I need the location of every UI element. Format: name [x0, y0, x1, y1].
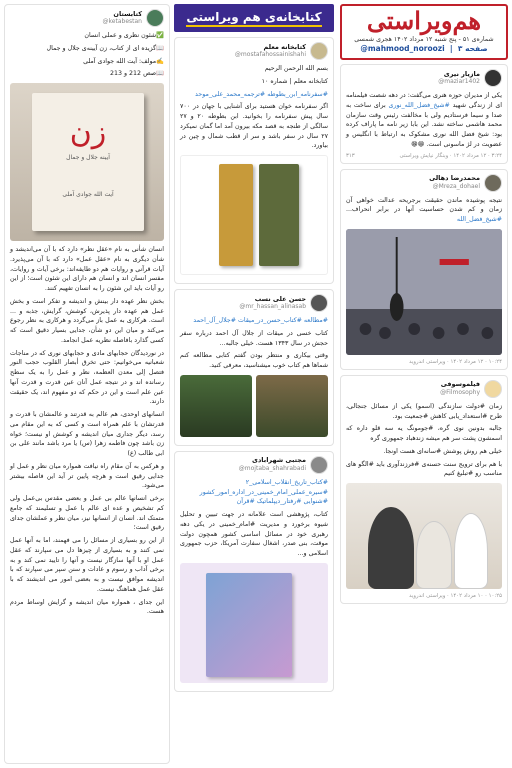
post-text: #مطالعه #کتاب_حسن_در_میقات #جلال_آل_احمد کتاب خسی در میقات از جلال آل احمد درباره سفر حجش در سال ۱۳۴۳ هست. خیلی جالبه... وقتی بیکاری و منتظر بودن گفتم کتابی مطالعه کنم شماها هم کتاب خوب میشناسید، معرفی کنید.	[180, 317, 328, 369]
hashtag[interactable]: #سفرنامه_ابن_بطوطه #ترجمه_محمد_علی_موحد	[195, 90, 328, 98]
post-meta: ۳:۲۴ · ۱۲ مرداد ۱۴۰۲ · وبنگار نیایش ویراستی ۳۱۳	[346, 152, 502, 159]
left-column	[4, 4, 170, 764]
book-cover-image[interactable]	[10, 83, 164, 241]
book-subtitle: آیینه جلال و جمال	[66, 154, 110, 161]
post-text: زمان #دولت سازندگی (اسمو) یکی از مسائل جنجالی، طرح #استعداد_یابی کاهش #جمعیت بود. جالبه بدونین نوی گره، #جومونگ یه سه قلو داره که اسمشون پشت سر هم میشه زندهباد جمهوری گره خیلی هم روش پوشش #سانه‌ای هست اونجا. با هم برای ترویج سنت حسنه‌ی #فرزندآوری باید #الگو های مناسب رو #تبلیغ کنیم	[346, 402, 502, 478]
author-handle[interactable]: @Mreza_dohael	[432, 182, 480, 190]
historical-photo[interactable]	[346, 229, 502, 355]
post-card	[4, 4, 170, 764]
avatar[interactable]	[484, 174, 502, 192]
avatar[interactable]	[310, 42, 328, 60]
avatar[interactable]	[146, 9, 164, 27]
author-name[interactable]: مجتبی شهرابادی	[252, 456, 306, 465]
post-card	[340, 169, 508, 370]
author-name[interactable]: کتابخانه معلم	[263, 42, 306, 51]
avatar[interactable]	[484, 69, 502, 87]
post-card	[174, 289, 334, 446]
author-handle[interactable]: @mr_hassan_alinasab	[239, 303, 306, 311]
author-name[interactable]: حسن علی نسب	[254, 294, 306, 303]
book-author: آیت الله جوادی آملی	[62, 191, 114, 198]
avatar[interactable]	[484, 380, 502, 398]
section-banner: کتابخانه‌ی هم ویراستی	[174, 4, 334, 32]
post-meta: ۱۰:۲۴ · ۱۲ مرداد ۱۴۰۲ · ویراستی اندروید	[409, 358, 502, 365]
author-handle[interactable]: @mojtaba_shahrabadi	[238, 465, 306, 473]
post-text: ✅شئون نظری و عملی انسان 📖گزیده ای از کتاب، زن آیینه‌ی جلال و جمال ✍️مولف: آیت الله جوادی آملی 📖صص 212 و 213	[46, 32, 164, 78]
hashtag[interactable]: #شیخ_فضل_الله	[456, 216, 502, 223]
author-name[interactable]: محمدرضا دهالی	[429, 174, 480, 182]
hashtag[interactable]: #مطالعه #کتاب_حسن_در_میقات #جلال_آل_احمد	[193, 317, 328, 324]
author-name[interactable]: کتابستان	[113, 9, 142, 18]
author-handle[interactable]: @Filmosophy	[440, 389, 480, 397]
book-cover-image[interactable]	[180, 563, 328, 683]
author-handle[interactable]: @ketabestan	[102, 18, 142, 26]
middle-column	[174, 4, 334, 764]
author-handle[interactable]: @mostafahossainishahi	[234, 51, 306, 59]
avatar[interactable]	[310, 456, 328, 474]
author-name[interactable]: فیلموسوفی	[440, 380, 480, 389]
book-photos[interactable]	[180, 375, 328, 437]
post-meta: ۱۰:۲۵ · ۱۰ مرداد ۱۴۰۲ · ویراستی اندروید	[409, 593, 502, 599]
post-text: یکی از مدیران حوزه هنری می‌گفت: در دهه شصت فیلمنامه ای از زندگی شهید #شیخ_فضل_الله_نوری برای ساخت به صدا و سیما فرستادیم ولی با مخالفت رئیس وقت سازمان محمد هاشمی ساخته نشد. این بابا زیر نامه ما پاراف کرده بود: شیخ فضل الله نوری مشکوک به ارتباط با انگلیس و عضویت در لژ ماسونی است. 😁😁	[346, 92, 502, 148]
post-card	[340, 64, 508, 164]
hashtag[interactable]: #شیخ_فضل_الله_نوری	[388, 101, 450, 109]
post-text: نتیجه پوشیده ماندن حقیقت برجریحه عدالت خواهی آن زمان و کم شدن حساسیت آنها در برابر انحراف... #شیخ_فضل_الله	[346, 196, 502, 223]
masthead	[340, 4, 508, 60]
post-card	[340, 375, 508, 604]
book-title: زن	[69, 115, 107, 150]
family-photo[interactable]	[346, 483, 502, 589]
issue-line: شماره‌ی ۵۱ - پنج شنبه ۱۲ مرداد ۱۴۰۲ هجری شمسی	[354, 36, 494, 43]
masthead-title: هم‌ویراستی	[366, 6, 482, 35]
author-name[interactable]: مازیار نیری	[443, 69, 480, 78]
author-handle[interactable]: @maziar1402	[438, 78, 480, 86]
post-text: #کتاب_تاریخ_انقلاب_اسلامی_۲ #سیره_عملی_امام_خمینی_در_اداره_امور_کشور #شنوایی #رفتار_دیپلماتیک #قرآن کتاب، پژوهشی است علامانه در جهت تبیین و تحلیل شیوه برخورد و مدیریت #امام_خمینی در یکی دهه رهبری خود در مسائل اساسی کشور همچون دولت موقت، بنی صدر، اشغال سفارت آمریکا، حزب جمهوری اسلامی و...	[180, 478, 328, 557]
post-text: بسم الله الرحمن الرحیم کتابخانه معلم | شماره ۱۰ #سفرنامه_ابن_بطوطه #ترجمه_محمد_علی_موحد اگر سفرنامه خوان هستید برای آشنایی با جهان در ۷۰۰ سال پیش سفرنامه را بخوانید. ابن بطوطه ۲۰ و ۲۷ سالگی از طنجه به قصد مکه بیرون آمد اما گمان نمیکرد ۲۷ سال در سفر باشد و سر از قطب شمال و چین در بیاورد.	[180, 65, 328, 150]
post-card	[174, 451, 334, 692]
post-body: انسان شأنی به نام «عقل نظر» دارد که با آن می‌اندیشد و شأن دیگری به نام «عقل عمل» دارد که با آن می‌پذیرد. آیات قرآنی و روایات هم دو طایفه‌اند: برخی آیات و روایات، مفسر انسان اند و انسان هم دارای این شئون است؛ از این رو آیات باید این شئون را به انسان تفهیم کنند. بخش نظر عهده دار بینش و اندیشه و تفکر است و بخش عمل هم عهده دار پذیرش، کوشش، گرایش، جذبه و ... است. هرکاری به عمل باز می‌گردد و هرکاری به نظر رجوع می‌کند و میان این دو شأن، جدایی بسیار دقیق است که کسی گذارد بافاصله نظریه عمل انجامد. در نوردیدگان حجابهای مادی و حجابهای نوری که در مناجات شعبانیه می‌خوانیم: حتی تخرق أبصار القلوب حجب النور فتصل إلی معدن العظمة، نظر و عمل را به یک سطح رسانده اند و در نتیجه عمل آنان عین قدرت و قدرت آنها عین علم است و این در حکم که دو مفهوم اند، یک حقیقت دارند. انسانهای اوحدی، هم عالم به قدرتند و عالمشان با قدرت و قدرتشان با علم همراه است و کسی که به این مقام می رسد، دیگر جداری میان اندیشه و کوشش او نیست؛ خواه زن باشد چون فاطمه زهرا (س) یا مرد باشد مانند علی بن ابی طالب (ع) و هرکس به آن مقام راه نیافت همواره میان نظر و عمل او جدایی رقیق است و هرچه پایین تر آید این فاصله بیشتر می‌شود. برخی انسانها عالم بی عمل و بعضی مقدس بی‌عمل ولی کم تشخیص و عده ای عالم با عمل و تسلیمند که جامع متمتک اند. انسان از انسانها نیز، میان نظر و عملشان جدای رقیق است؛ از این رو بسیاری از مسائل را می فهمند، اما به آنها عمل نمی کنند و به بسیاری از چیزها دل می سپارند که عقل عمل او با آنها سازگار نیست و آنها را تایید نمی کند و به برخی آداب و رسوم و عادات و سنن سپر می سپارند که با اندیشه موافق نیست و به بعضی امور می اندیشند که با عقل عمل هماهنگ نیست. این جدای ، همواره میان اندیشه و گرایش اوساط مردم هست.	[10, 246, 164, 616]
right-column	[340, 4, 508, 764]
masthead-handle[interactable]: @mahmood_noroozi | صفحه ۳	[360, 44, 488, 53]
hashtag[interactable]: #کتاب_تاریخ_انقلاب_اسلامی_۲ #سیره_عملی_امام_خمینی_در_اداره_امور_کشور #شنوایی #رفتار_دیپلماتیک #قرآن	[199, 478, 328, 506]
book-cover-image[interactable]	[180, 155, 328, 275]
avatar[interactable]	[310, 294, 328, 312]
post-card	[174, 37, 334, 284]
